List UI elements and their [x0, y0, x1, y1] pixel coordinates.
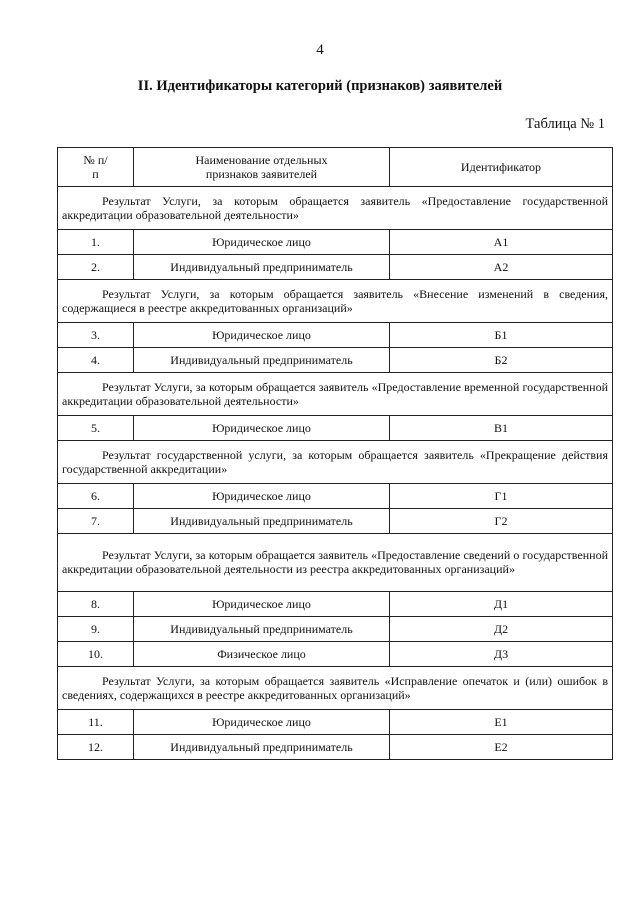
group-title: Результат государственной услуги, за которым обращается заявитель «Прекращение действия государственной аккредитации»: [58, 441, 613, 484]
row-num: 2.: [58, 255, 134, 280]
group-row: [58, 667, 613, 710]
row-id: А1: [390, 230, 613, 255]
header-name: Наименование отдельных признаков заявителей: [134, 148, 390, 187]
row-name: Индивидуальный предприниматель: [134, 348, 390, 373]
row-num: 7.: [58, 509, 134, 534]
row-num: 5.: [58, 416, 134, 441]
row-name: Юридическое лицо: [134, 592, 390, 617]
row-id: Д1: [390, 592, 613, 617]
row-num: 4.: [58, 348, 134, 373]
row-id: Г2: [390, 509, 613, 534]
page-number: 4: [316, 42, 324, 58]
table-caption: Таблица № 1: [525, 116, 605, 132]
table-row: [58, 484, 613, 509]
header-id: Идентификатор: [390, 148, 613, 187]
group-row: [58, 373, 613, 416]
row-name: Индивидуальный предприниматель: [134, 735, 390, 760]
group-title: Результат Услуги, за которым обращается заявитель «Исправление опечаток и (или) ошибок в сведениях, содержащихся в реестре аккредитованных организаций»: [58, 667, 613, 710]
table-row: [58, 323, 613, 348]
row-num: 3.: [58, 323, 134, 348]
applicant-categories-table: [57, 147, 613, 760]
row-num: 10.: [58, 642, 134, 667]
row-name: Юридическое лицо: [134, 323, 390, 348]
row-id: Б1: [390, 323, 613, 348]
row-id: А2: [390, 255, 613, 280]
row-id: Д3: [390, 642, 613, 667]
row-num: 9.: [58, 617, 134, 642]
row-num: 1.: [58, 230, 134, 255]
row-id: Б2: [390, 348, 613, 373]
group-row: [58, 441, 613, 484]
row-num: 6.: [58, 484, 134, 509]
row-name: Физическое лицо: [134, 642, 390, 667]
row-name: Индивидуальный предприниматель: [134, 617, 390, 642]
row-name: Юридическое лицо: [134, 484, 390, 509]
row-name: Юридическое лицо: [134, 416, 390, 441]
row-num: 11.: [58, 710, 134, 735]
table-row: [58, 735, 613, 760]
table-row: [58, 592, 613, 617]
table-row: [58, 416, 613, 441]
header-num: № п/п: [58, 148, 134, 187]
row-name: Юридическое лицо: [134, 710, 390, 735]
row-id: Е1: [390, 710, 613, 735]
row-name: Индивидуальный предприниматель: [134, 255, 390, 280]
group-title: Результат Услуги, за которым обращается заявитель «Предоставление временной государственной аккредитации образовательной деятельности»: [58, 373, 613, 416]
row-id: Г1: [390, 484, 613, 509]
group-title: Результат Услуги, за которым обращается заявитель «Предоставление сведений о государственной аккредитации образовательной деятельности из реестра аккредитованных организаций»: [58, 534, 613, 592]
row-id: Д2: [390, 617, 613, 642]
group-title: Результат Услуги, за которым обращается заявитель «Внесение изменений в сведения, содержащиеся в реестре аккредитованных организаций»: [58, 280, 613, 323]
table-header-row: [58, 148, 613, 187]
row-id: В1: [390, 416, 613, 441]
table-row: [58, 642, 613, 667]
table-row: [58, 230, 613, 255]
table-row: [58, 617, 613, 642]
row-id: Е2: [390, 735, 613, 760]
table-row: [58, 255, 613, 280]
table-row: [58, 509, 613, 534]
group-title: Результат Услуги, за которым обращается заявитель «Предоставление государственной аккредитации образовательной деятельности»: [58, 187, 613, 230]
row-num: 12.: [58, 735, 134, 760]
row-name: Юридическое лицо: [134, 230, 390, 255]
table-row: [58, 348, 613, 373]
group-row: [58, 187, 613, 230]
table-row: [58, 710, 613, 735]
group-row: [58, 534, 613, 592]
section-title: II. Идентификаторы категорий (признаков) заявителей: [137, 78, 503, 94]
group-row: [58, 280, 613, 323]
row-name: Индивидуальный предприниматель: [134, 509, 390, 534]
row-num: 8.: [58, 592, 134, 617]
